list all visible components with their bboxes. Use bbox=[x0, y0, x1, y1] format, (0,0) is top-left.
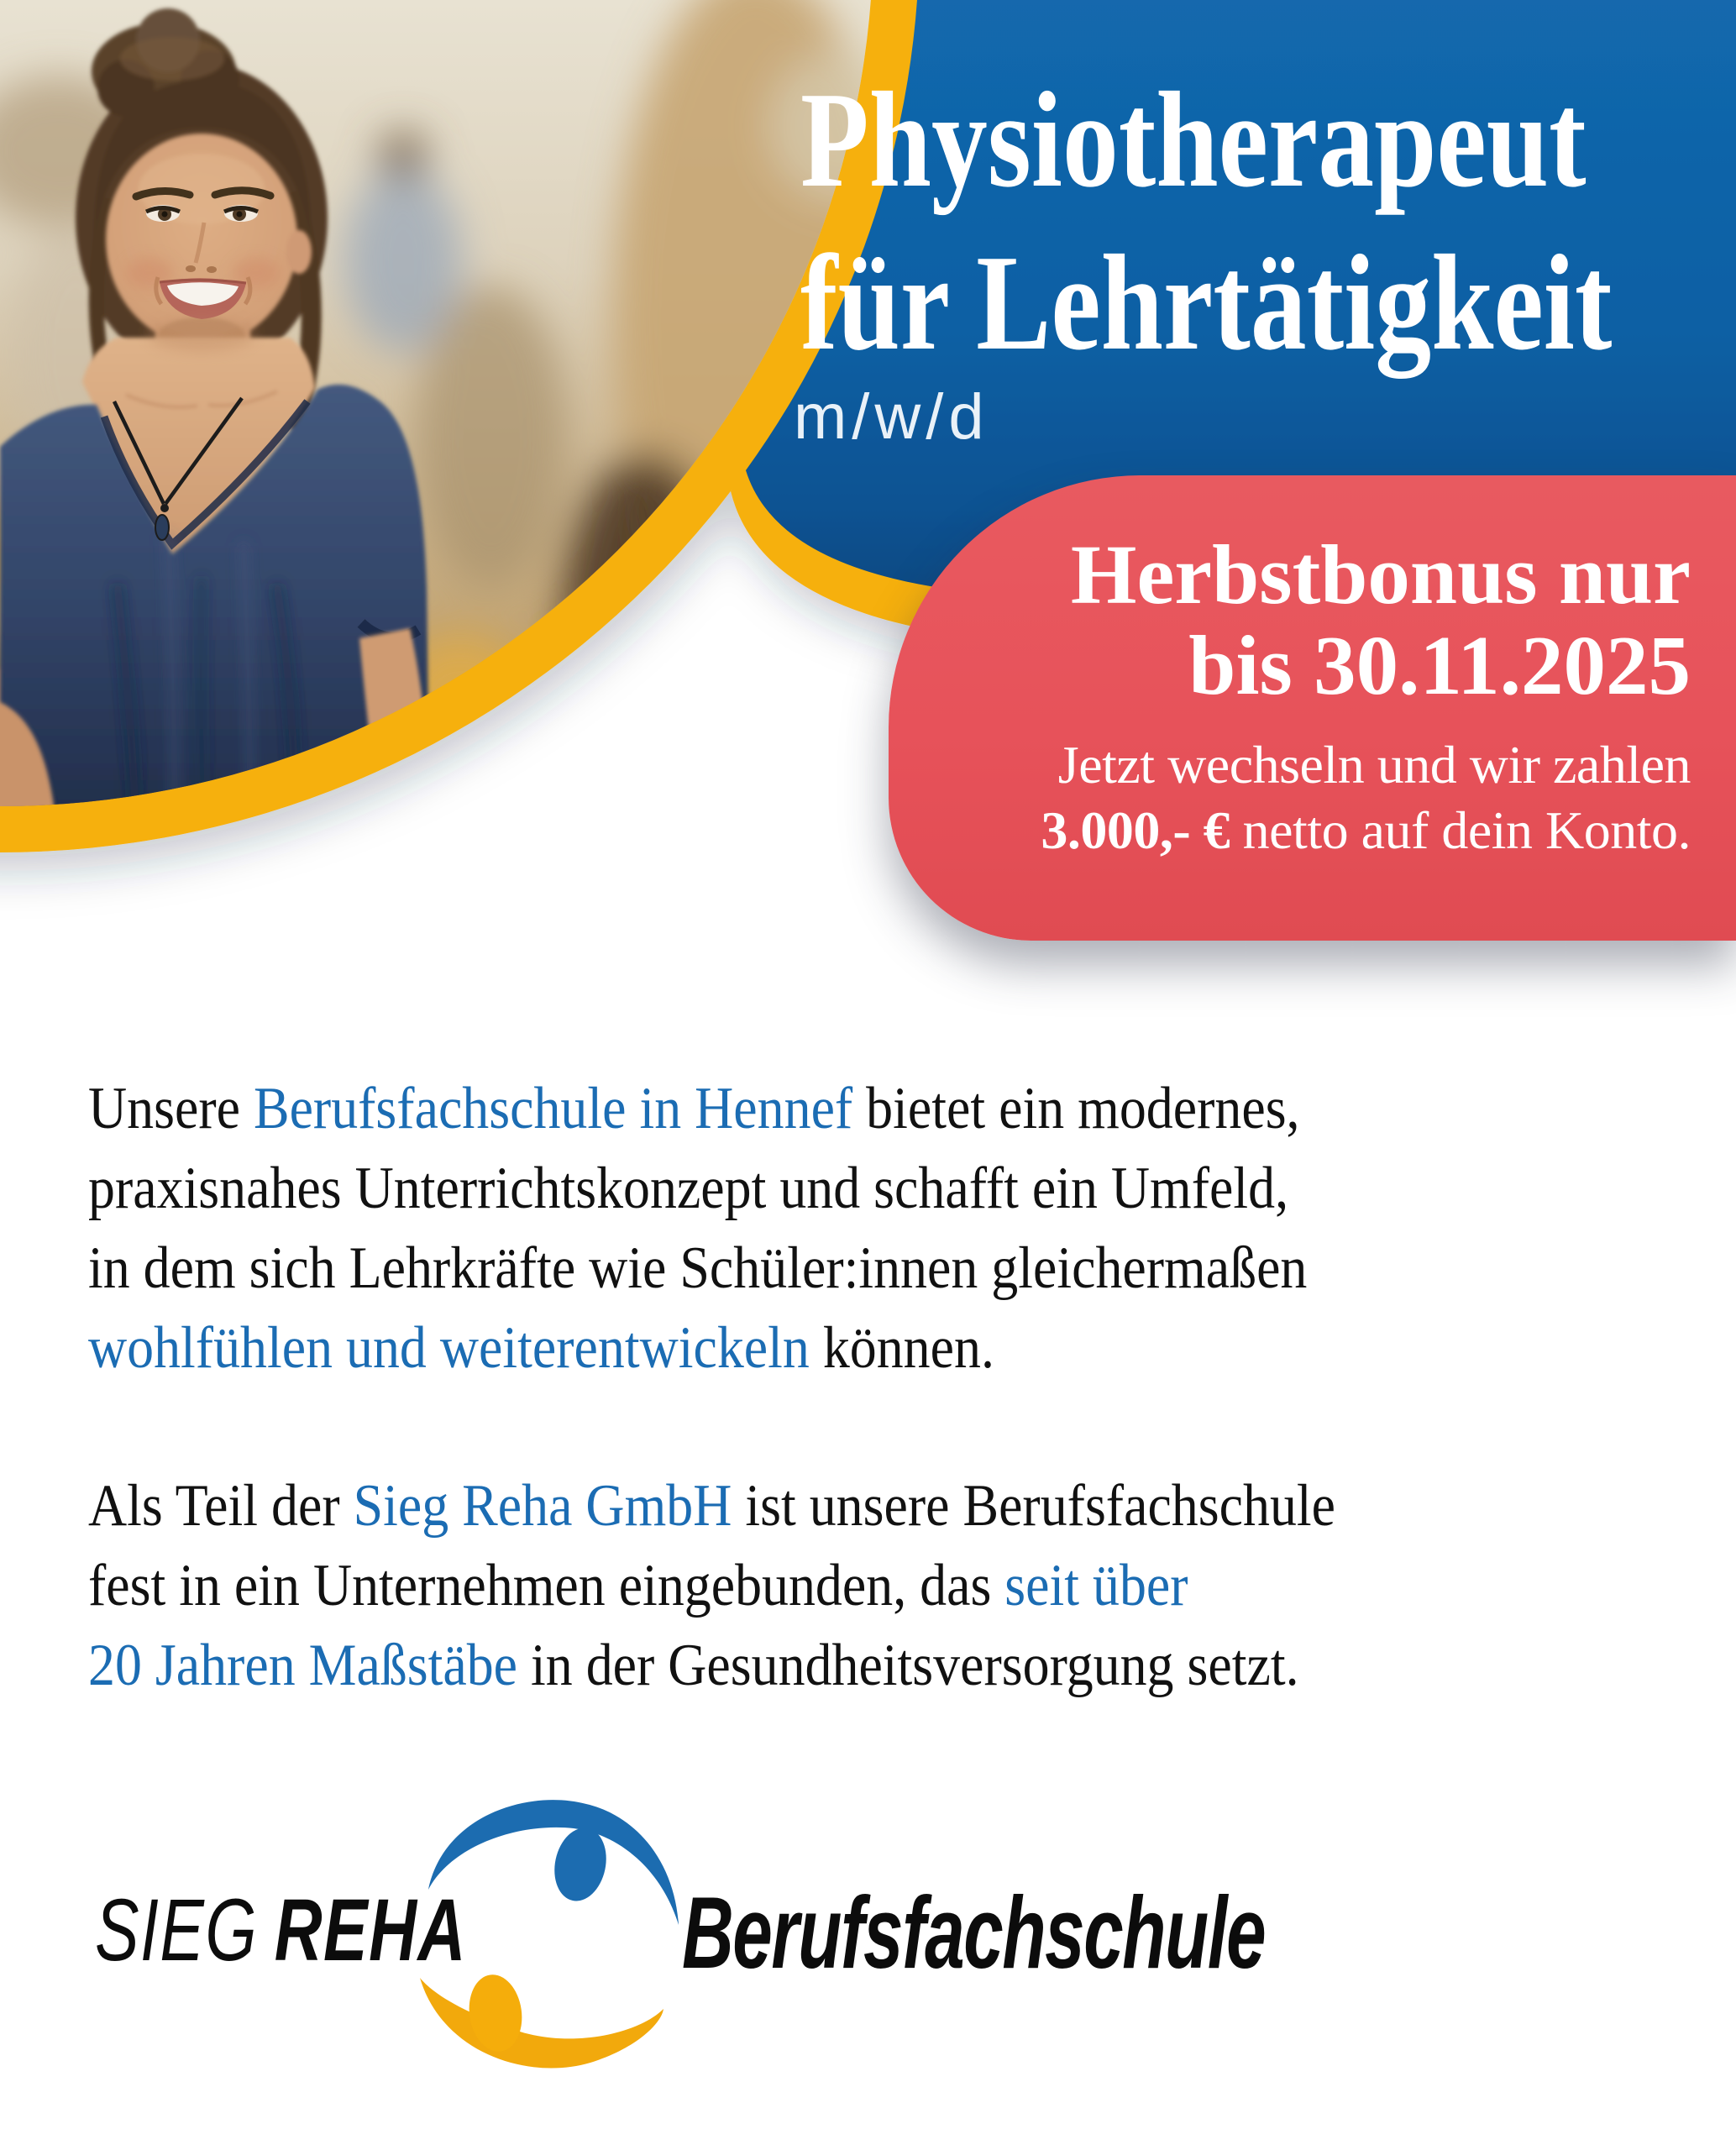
p2-l1-pre: Als Teil der bbox=[88, 1473, 354, 1539]
bonus-badge bbox=[889, 475, 1736, 941]
bonus-subtitle-line1: Jetzt wechseln und wir zahlen bbox=[1057, 735, 1691, 794]
p2-l2-highlight: seit über bbox=[1004, 1553, 1188, 1618]
emblem-yellow-swoosh bbox=[420, 1978, 663, 2068]
p2-l3-highlight: 20 Jahren Maßstäbe bbox=[88, 1633, 518, 1698]
bonus-subtitle bbox=[889, 732, 1691, 863]
p1-l4-post: können. bbox=[809, 1315, 994, 1381]
paragraph-school-line3: in dem sich Lehrkräfte wie Schüler:innen gleichermaßen bbox=[88, 1235, 1308, 1301]
p2-l1-highlight: Sieg Reha GmbH bbox=[353, 1473, 732, 1539]
paragraph-company-line3 bbox=[88, 1626, 1335, 1706]
bonus-subtitle-line2-rest: netto auf dein Konto. bbox=[1230, 800, 1691, 860]
paragraph-company-line2 bbox=[88, 1546, 1335, 1626]
paragraph-school bbox=[88, 1069, 1307, 1388]
p1-l1-pre: Unsere bbox=[88, 1076, 254, 1141]
gender-suffix: m/w/d bbox=[794, 381, 989, 453]
p1-l1-post: bietet ein modernes, bbox=[852, 1076, 1300, 1141]
brand-word-sieg: SIEG bbox=[95, 1881, 259, 1980]
bonus-title-line1: Herbstbonus nur bbox=[1070, 527, 1691, 621]
paragraph-school-line1 bbox=[88, 1069, 1307, 1149]
p2-l1-post: ist unsere Berufsfachschule bbox=[732, 1473, 1336, 1539]
job-title bbox=[800, 59, 1612, 385]
paragraph-company bbox=[88, 1466, 1335, 1706]
p2-l3-post: in der Gesundheitsversorgung setzt. bbox=[517, 1633, 1299, 1698]
job-title-line1: Physiotherapeut bbox=[800, 65, 1587, 216]
p1-l4-highlight: wohlfühlen und weiterentwickeln bbox=[88, 1315, 810, 1381]
bonus-subtitle-line2 bbox=[889, 798, 1691, 863]
p1-l1-highlight: Berufsfachschule in Hennef bbox=[253, 1076, 853, 1141]
school-wordmark: Berufsfachschule bbox=[682, 1875, 1266, 1990]
job-title-line2: für Lehrtätigkeit bbox=[800, 228, 1613, 379]
paragraph-school-line4 bbox=[88, 1308, 1307, 1388]
bonus-title-line2: bis 30.11.2025 bbox=[1188, 618, 1691, 712]
paragraph-school-line2: praxisnahes Unterrichtskonzept und schafft ein Umfeld, bbox=[88, 1156, 1289, 1221]
p2-l2-pre: fest in ein Unternehmen eingebunden, das bbox=[88, 1553, 1005, 1618]
bonus-amount: 3.000,- € bbox=[1041, 800, 1230, 860]
brand-wordmark bbox=[95, 1881, 467, 1980]
paragraph-company-line1 bbox=[88, 1466, 1335, 1546]
brand-word-reha: REHA bbox=[274, 1881, 467, 1980]
bonus-title bbox=[889, 529, 1691, 711]
